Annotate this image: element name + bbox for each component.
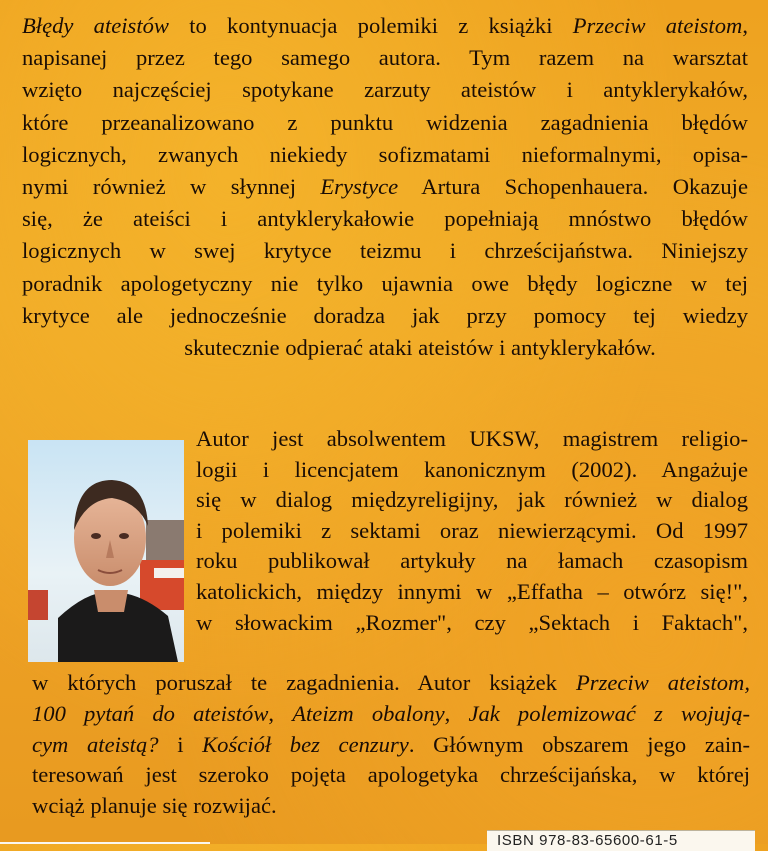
text-span: ,	[268, 700, 293, 726]
text-line: logicznych, zwanych niekiedy sofizmatami nieformalnymi, opisa-	[22, 141, 748, 167]
text-line	[32, 668, 750, 699]
author-bio-bottom	[32, 668, 750, 822]
text-line: skutecznie odpierać ataki ateistów i antyklerykałów.	[184, 334, 656, 360]
text-line: wciąż planuje się rozwijać.	[32, 793, 277, 819]
text-span: Artura Schopenhauera. Okazuje	[398, 173, 748, 199]
text-line: się w dialog międzyreligijny, jak również w dialog	[196, 487, 748, 513]
text-span: ,	[444, 700, 469, 726]
book-title: cym ateistą?	[32, 731, 159, 757]
text-line: logicznych w swej krytyce teizmu i chrześcijaństwa. Niniejszy	[22, 238, 748, 264]
book-title: Erystyce	[320, 173, 399, 199]
book-title: Przeciw ateistom,	[575, 670, 750, 695]
book-title: Ateizm obalony	[292, 700, 445, 726]
text-line: które przeanalizowano z punktu widzenia zagadnienia błędów	[22, 109, 748, 135]
text-span: to kontynuacja polemiki z książki	[168, 13, 573, 38]
text-span: w których poruszał te zagadnienia. Autor książek	[32, 670, 576, 695]
text-line: się, że ateiści i antyklerykałowie popełniają mnóstwo błędów	[22, 206, 748, 232]
description-paragraph	[22, 10, 748, 364]
isbn-number: ISBN 978-83-65600-61-5	[497, 832, 678, 849]
text-span: nymi również w słynnej	[22, 173, 321, 199]
author-portrait-icon	[28, 440, 184, 662]
isbn-label	[487, 830, 755, 851]
text-span: i	[158, 731, 203, 757]
text-line: logii i licencjatem kanonicznym (2002). Angażuje	[196, 456, 748, 482]
text-span: ,	[742, 13, 748, 38]
text-line	[32, 699, 750, 730]
text-line: krytyce ale jednocześnie doradza jak przy pomocy tej wiedzy	[22, 302, 748, 328]
text-line: napisanej przez tego samego autora. Tym razem na warsztat	[22, 45, 748, 71]
author-photo	[28, 440, 184, 662]
author-bio-top	[196, 424, 748, 638]
text-line: roku publikował artykuły na łamach czasopism	[196, 548, 748, 574]
book-title: Błędy ateistów	[22, 13, 169, 38]
text-line: w słowackim „Rozmer", czy „Sektach i Faktach",	[196, 609, 748, 635]
text-line: i polemiki z sektami oraz niewierzącymi. Od 1997	[196, 517, 748, 543]
book-title: Przeciw ateistom	[572, 13, 743, 38]
text-line	[22, 10, 748, 42]
book-title: Kościół bez cenzury	[202, 731, 409, 757]
book-title: Jak polemizować z wojują-	[468, 700, 750, 726]
text-line: teresowań jest szeroko pojęta apologetyka chrześcijańska, w której	[32, 762, 750, 788]
text-line: poradnik apologetyczny nie tylko ujawnia owe błędy logiczne w tej	[22, 270, 748, 296]
text-line	[22, 171, 748, 203]
text-line	[32, 730, 750, 761]
text-line: wzięto najczęściej spotykane zarzuty ateistów i antyklerykałów,	[22, 77, 748, 103]
book-title: 100 pytań do ateistów	[32, 700, 269, 726]
text-line: katolickich, między innymi w „Effatha – otwórz się!",	[196, 578, 748, 604]
text-line: Autor jest absolwentem UKSW, magistrem religio-	[196, 426, 748, 451]
text-span: . Głównym obszarem jego zain-	[408, 731, 750, 757]
